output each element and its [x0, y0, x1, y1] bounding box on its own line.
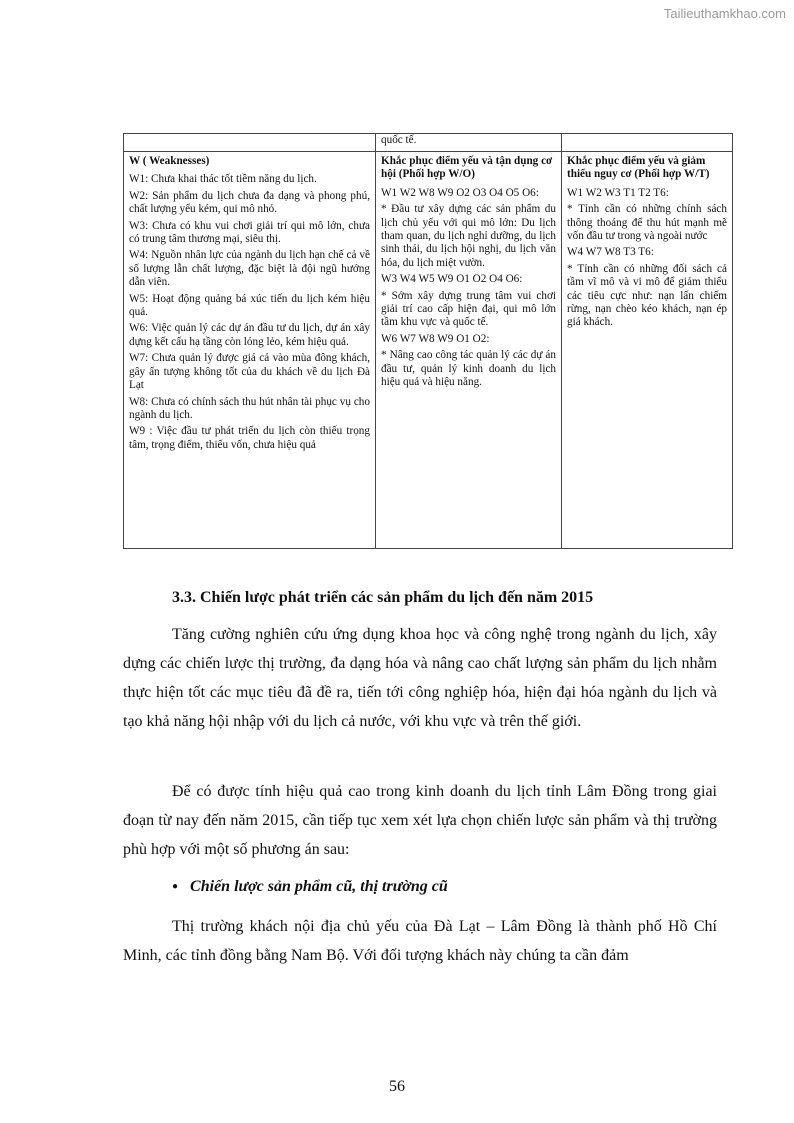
- bullet-icon: ●: [172, 881, 179, 892]
- paragraph: Để có được tính hiệu quả cao trong kinh doanh du lịch tỉnh Lâm Đồng trong giai đoạn từ nay đến năm 2015, cần tiếp tục xem xét lựa chọn chiến lược sản phẩm và thị trường phù hợp với một số phương án sau:: [123, 783, 717, 858]
- list-item: * Nâng cao công tác quản lý các dự án đầu tư, quản lý kinh doanh du lịch hiệu quả và hiệu năng.: [381, 349, 556, 389]
- watermark: Tailieuthamkhao.com: [663, 6, 786, 21]
- list-item: W1 W2 W8 W9 O2 O3 O4 O5 O6:: [381, 186, 539, 199]
- list-item: W1 W2 W3 T1 T2 T6:: [567, 186, 669, 199]
- list-item: W4: Nguồn nhân lực của ngành du lịch hạn chế cả về số lượng lẫn chất lượng, đặc biệt là đội ngũ hướng dẫn viên.: [129, 249, 370, 289]
- table-cell: [124, 134, 376, 152]
- list-item: * Sớm xây dựng trung tâm vui chơi giải trí cao cấp hiện đại, qui mô lớn tầm khu vực và quốc tế.: [381, 289, 556, 329]
- list-item: W5: Hoạt động quảng bá xúc tiến du lịch kém hiệu quả.: [129, 292, 370, 319]
- section-title: 3.3. Chiến lược phát triển các sản phẩm du lịch đến năm 2015: [172, 589, 594, 606]
- list-item: W2: Sản phẩm du lịch chưa đa dạng và phong phú, chất lượng yếu kém, qui mô nhỏ.: [129, 189, 370, 216]
- bullet-text: Chiến lược sản phẩm cũ, thị trường cũ: [190, 878, 448, 895]
- wt-heading: Khắc phục điểm yếu và giảm thiểu nguy cơ (Phối hợp W/T): [567, 155, 710, 181]
- wt-strategy-cell: [562, 152, 733, 549]
- list-item: W6 W7 W8 W9 O1 O2:: [381, 332, 490, 345]
- table-cell: [562, 134, 733, 152]
- wo-heading: Khắc phục điểm yếu và tận dụng cơ hội (Phối hợp W/O): [381, 155, 553, 181]
- weaknesses-cell: [124, 152, 376, 549]
- list-item: W8: Chưa có chính sách thu hút nhân tài phục vụ cho ngành du lịch.: [129, 395, 370, 421]
- paragraph: Thị trường khách nội địa chủ yếu của Đà Lạt – Lâm Đồng là thành phố Hồ Chí Minh, các tỉnh đồng bằng Nam Bộ. Với đối tượng khách này chúng ta cần đảm: [123, 918, 717, 964]
- list-item: W4 W7 W8 T3 T6:: [567, 246, 654, 259]
- list-item: W1: Chưa khai thác tốt tiềm năng du lịch.: [129, 173, 317, 186]
- list-item: * Tỉnh cần có những đối sách cả tầm vĩ mô và vi mô để giảm thiểu các tiêu cực như: nạn lấn chiếm rừng, nạn chèo kéo khách, nạn ép giá khách.: [567, 262, 727, 329]
- swot-table: [123, 133, 733, 549]
- page-number: 56: [389, 1078, 405, 1095]
- table-row: [124, 134, 733, 152]
- table-row: [124, 152, 733, 549]
- bullet-item: [172, 878, 448, 896]
- list-item: W7: Chưa quản lý được giá cả vào mùa đông khách, gây ấn tượng không tốt của du khách về du lịch Đà Lạt: [129, 352, 370, 392]
- list-item: W9 : Việc đầu tư phát triển du lịch còn thiếu trọng tâm, trọng điểm, thiếu vốn, chưa hiệu quả: [129, 425, 370, 451]
- wo-strategy-cell: [376, 152, 562, 549]
- list-item: * Đầu tư xây dựng các sản phẩm du lịch chủ yếu với qui mô lớn: Du lịch tham quan, du lịch nghỉ dưỡng, du lịch sinh thái, du lịch hội nghị, du lịch văn hóa, du lịch miệt vườn.: [381, 203, 556, 269]
- table-cell: quốc tế.: [376, 134, 562, 152]
- list-item: W3 W4 W5 W9 O1 O2 O4 O6:: [381, 273, 523, 286]
- list-item: * Tỉnh cần có những chính sách thông thoáng để thu hút mạnh mẽ vốn đầu tư trong và ngoài nước: [567, 203, 727, 243]
- weaknesses-heading: W ( Weaknesses): [129, 155, 210, 167]
- list-item: W3: Chưa có khu vui chơi giải trí qui mô lớn, chưa có trung tâm thương mại, siêu thị.: [129, 219, 370, 246]
- list-item: W6: Việc quản lý các dự án đầu tư du lịch, dự án xây dựng kết cấu hạ tầng còn lỏng lẻo, kém hiệu quả.: [129, 322, 370, 348]
- paragraph: Tăng cường nghiên cứu ứng dụng khoa học và công nghệ trong ngành du lịch, xây dựng các chiến lược thị trường, đa dạng hóa và nâng cao chất lượng sản phẩm du lịch nhằm thực hiện tốt các mục tiêu đã đề ra, tiến tới công nghiệp hóa, hiện đại hóa ngành du lịch và tạo khả năng hội nhập với du lịch cả nước, với khu vực và trên thế giới.: [123, 626, 717, 730]
